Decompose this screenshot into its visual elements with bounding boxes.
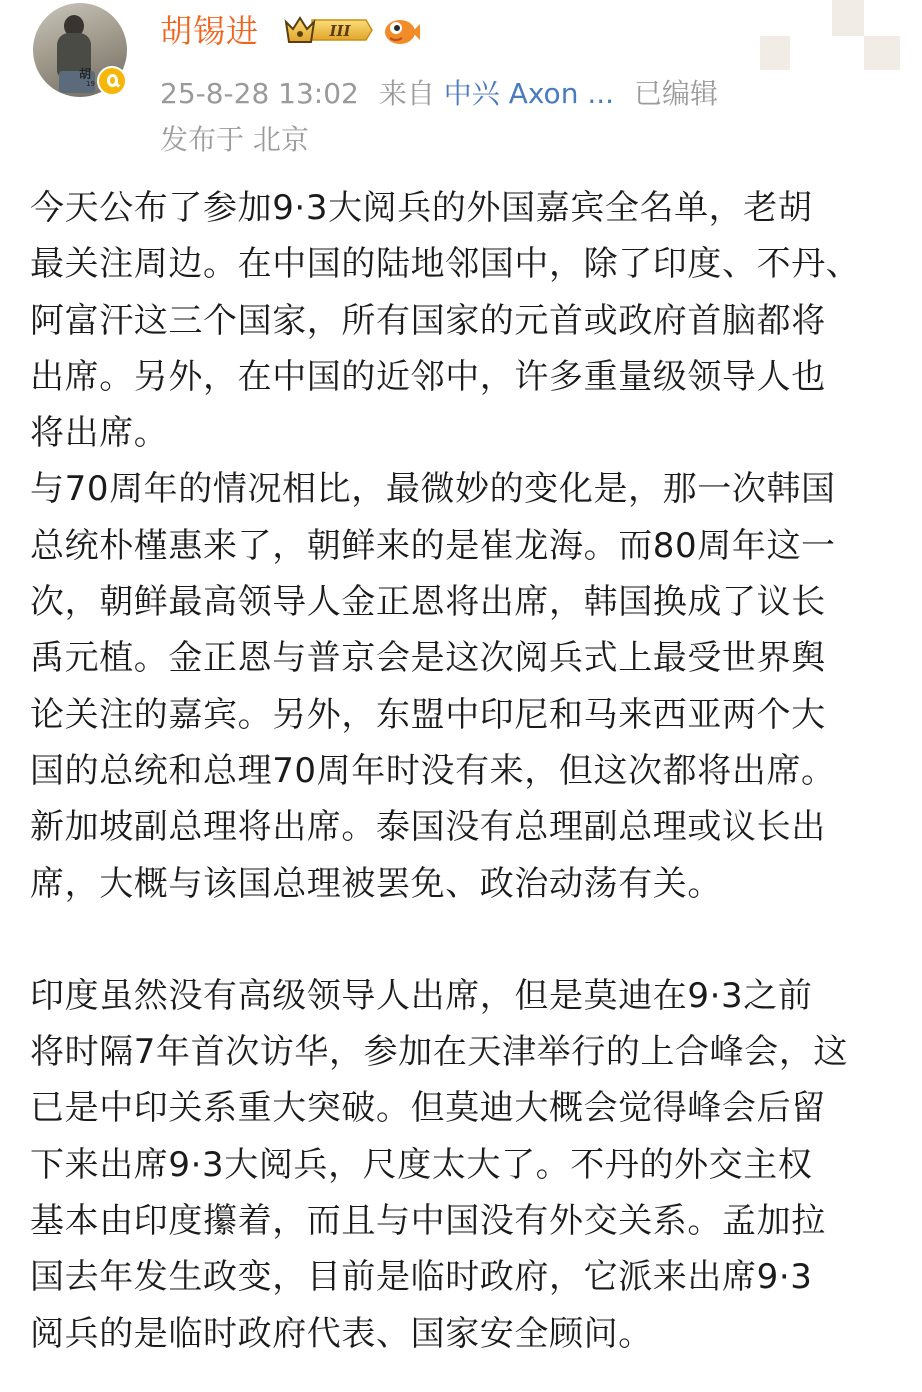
paragraph-3 (30, 968, 900, 1362)
text-line: 总统朴槿惠来了，朝鲜来的是崔龙海。而80周年这一 (30, 525, 836, 566)
text-line: 下来出席9·3大阅兵，尺度太大了。不丹的外交主权 (30, 1144, 813, 1185)
avatar-signature: 胡 (79, 67, 92, 81)
post-content (30, 180, 900, 1362)
decor-block (832, 0, 864, 36)
text-line: 阿富汗这三个国家，所有国家的元首或政府首脑都将 (30, 300, 826, 341)
post-header (0, 0, 922, 160)
text-line: 将时隔7年首次访华，参加在天津举行的上合峰会，这 (30, 1032, 849, 1073)
text-line: 已是中印关系重大突破。但莫迪大概会觉得峰会后留 (30, 1088, 826, 1129)
text-line: 印度虽然没有高级领导人出席，但是莫迪在9·3之前 (30, 975, 813, 1016)
crown-level-badge-icon[interactable] (282, 12, 374, 48)
text-line: 将出席。 (30, 413, 169, 454)
paragraph-1 (30, 180, 900, 461)
post-meta (160, 72, 718, 112)
text-line: 席，大概与该国总理被罢免、政治动荡有关。 (30, 863, 722, 904)
source-device-link[interactable]: 中兴 Axon ... (443, 77, 615, 110)
post-timestamp: 25-8-28 13:02 (160, 77, 359, 110)
text-line: 与70周年的情况相比，最微妙的变化是，那一次韩国 (30, 469, 836, 510)
text-line: 国的总统和总理70周年时没有来，但这次都将出席。 (30, 750, 836, 791)
avatar-number: 19 (86, 80, 95, 88)
edited-label[interactable]: 已编辑 (634, 77, 719, 110)
author-name[interactable]: 胡锡进 (160, 12, 260, 50)
verified-badge-icon (97, 66, 127, 96)
text-line: 次，朝鲜最高领导人金正恩将出席，韩国换成了议长 (30, 582, 826, 623)
text-line: 今天公布了参加9·3大阅兵的外国嘉宾全名单，老胡 (30, 188, 813, 228)
paragraph-spacer (30, 912, 900, 968)
decor-block (864, 36, 900, 70)
text-line: 阅兵的是临时政府代表、国家安全顾问。 (30, 1313, 653, 1354)
level-badge-text: III (329, 22, 351, 40)
text-line: 新加坡副总理将出席。泰国没有总理副总理或议长出 (30, 807, 826, 848)
decor-block (760, 36, 790, 70)
fish-fan-icon[interactable] (382, 12, 420, 48)
post-location: 发布于 北京 (160, 123, 309, 156)
paragraph-2 (30, 461, 900, 911)
text-line: 最关注周边。在中国的陆地邻国中，除了印度、不丹、 (30, 244, 861, 285)
text-line: 论关注的嘉宾。另外，东盟中印尼和马来西亚两个大 (30, 694, 826, 735)
text-line: 出席。另外，在中国的近邻中，许多重量级领导人也 (30, 356, 826, 397)
text-line: 禹元植。金正恩与普京会是这次阅兵式上最受世界舆 (30, 638, 826, 679)
text-line: 基本由印度攥着，而且与中国没有外交关系。孟加拉 (30, 1201, 826, 1242)
text-line: 国去年发生政变，目前是临时政府，它派来出席9·3 (30, 1257, 813, 1298)
source-prefix: 来自 (378, 77, 435, 110)
